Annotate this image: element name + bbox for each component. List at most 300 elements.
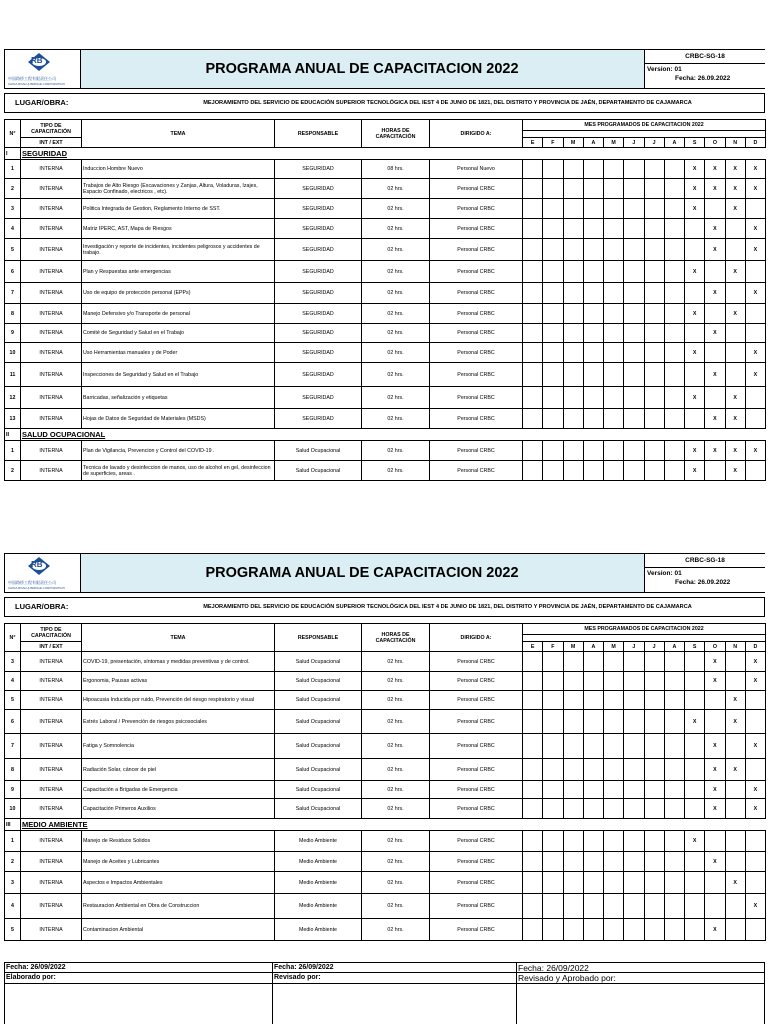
month-mark [543, 160, 563, 179]
row-tema: Aspectos e Impactos Ambientales [82, 872, 275, 894]
month-mark [604, 324, 624, 343]
month-mark [644, 894, 664, 919]
month-mark [644, 261, 664, 283]
month-mark [644, 283, 664, 304]
row-number: 5 [5, 919, 21, 941]
row-number: 5 [5, 239, 21, 261]
month-mark [604, 652, 624, 672]
row-responsable: Salud Ocupacional [275, 652, 362, 672]
month-mark [563, 831, 583, 852]
col-header-tipo: TIPO DE CAPACITACIÓN [21, 120, 82, 138]
month-mark [543, 799, 563, 819]
row-tema: Trabajos de Alto Riesgo (Excavaciones y Zanjas, Altura, Voladuras, Izajes, Espacio Confinado, electricos , etc). [82, 179, 275, 199]
month-mark [523, 461, 543, 481]
section-roman: III [5, 819, 21, 831]
row-horas: 02 hrs. [362, 919, 430, 941]
month-mark: X [725, 461, 745, 481]
month-mark [664, 672, 684, 691]
row-dirigido: Personal CRBC [430, 461, 523, 481]
row-tipo: INTERNA [21, 261, 82, 283]
row-dirigido: Personal CRBC [430, 304, 523, 324]
section-roman: II [5, 429, 21, 441]
footer-role: Revisado por: [273, 973, 516, 984]
month-header: F [543, 138, 563, 148]
month-header: M [563, 642, 583, 652]
row-tipo: INTERNA [21, 759, 82, 781]
month-mark [624, 781, 644, 799]
row-tipo: INTERNA [21, 872, 82, 894]
month-mark: X [685, 199, 705, 219]
month-mark [543, 919, 563, 941]
month-mark [664, 409, 684, 429]
month-mark [563, 672, 583, 691]
month-mark [523, 781, 543, 799]
month-mark: X [685, 160, 705, 179]
month-mark [705, 461, 725, 481]
month-mark [664, 799, 684, 819]
row-tipo: INTERNA [21, 199, 82, 219]
table-row [5, 409, 766, 429]
month-mark: X [705, 219, 725, 239]
row-tema: Manejo Defensivo y/o Transporte de personal [82, 304, 275, 324]
month-mark [583, 283, 603, 304]
col-header-horas: HORAS DE CAPACITACIÓN [362, 120, 430, 148]
section-name: SEGURIDAD [21, 148, 766, 160]
lugar-obra-row [4, 597, 765, 617]
header-bar [4, 553, 765, 593]
row-tema: Matriz IPERC, AST, Mapa de Riesgos [82, 219, 275, 239]
month-mark [583, 239, 603, 261]
month-mark [604, 363, 624, 387]
month-mark [583, 409, 603, 429]
row-tipo: INTERNA [21, 919, 82, 941]
row-tema: Contaminacion Ambiental [82, 919, 275, 941]
month-mark [685, 734, 705, 759]
row-tema: Estrés Laboral / Prevención de riesgos psicosociales [82, 710, 275, 734]
month-mark [685, 872, 705, 894]
month-mark [604, 831, 624, 852]
table-row [5, 304, 766, 324]
month-header: D [745, 642, 765, 652]
month-mark [664, 387, 684, 409]
row-tema: Plan de Vigilancia, Prevencion y Control del COVID-19 . [82, 441, 275, 461]
row-dirigido: Personal CRBC [430, 199, 523, 219]
month-mark [563, 781, 583, 799]
row-responsable: SEGURIDAD [275, 179, 362, 199]
month-mark: X [725, 261, 745, 283]
row-tema: Capacitación a Brigadas de Emergencia [82, 781, 275, 799]
row-tipo: INTERNA [21, 441, 82, 461]
month-header: M [604, 642, 624, 652]
table-row [5, 691, 766, 710]
row-dirigido: Personal Nuevo [430, 160, 523, 179]
row-dirigido: Personal CRBC [430, 343, 523, 363]
lugar-obra-value: MEJORAMIENTO DEL SERVICIO DE EDUCACIÓN SUPERIOR TECNOLÓGICA DEL IEST 4 DE JUNIO DE 1821, DEL DISTRITO Y PROVINCIA DE JAÉN, DEPARTAMENTO DE CAJAMARCA [203, 100, 692, 106]
row-number: 8 [5, 304, 21, 324]
month-mark [664, 461, 684, 481]
document-title: PROGRAMA ANUAL DE CAPACITACION 2022 [205, 565, 519, 581]
month-mark [685, 781, 705, 799]
row-dirigido: Personal CRBC [430, 219, 523, 239]
month-mark [604, 872, 624, 894]
month-mark: X [725, 409, 745, 429]
month-header: N [725, 642, 745, 652]
month-mark [644, 672, 664, 691]
row-tipo: INTERNA [21, 894, 82, 919]
document-title: PROGRAMA ANUAL DE CAPACITACION 2022 [205, 61, 519, 77]
row-number: 3 [5, 872, 21, 894]
row-dirigido: Personal CRBC [430, 710, 523, 734]
month-mark [624, 283, 644, 304]
training-table [4, 623, 766, 941]
section-name: MEDIO AMBIENTE [21, 819, 766, 831]
month-mark [523, 894, 543, 919]
document-code: CRBC-SG-18 [645, 50, 765, 64]
month-mark: X [745, 781, 765, 799]
month-mark [523, 363, 543, 387]
month-mark [583, 710, 603, 734]
month-mark [705, 691, 725, 710]
month-mark [543, 441, 563, 461]
month-mark: X [705, 734, 725, 759]
month-mark [583, 160, 603, 179]
month-header: J [624, 138, 644, 148]
month-mark [604, 304, 624, 324]
month-mark [523, 179, 543, 199]
month-mark: X [745, 239, 765, 261]
month-mark [543, 652, 563, 672]
month-mark [563, 219, 583, 239]
month-mark [624, 652, 644, 672]
month-mark [644, 710, 664, 734]
month-mark [523, 324, 543, 343]
row-responsable: Medio Ambiente [275, 852, 362, 872]
row-number: 12 [5, 387, 21, 409]
month-mark [745, 461, 765, 481]
col-header-num: N° [5, 624, 21, 652]
month-mark [583, 852, 603, 872]
month-mark [745, 691, 765, 710]
month-mark [644, 199, 664, 219]
row-dirigido: Personal CRBC [430, 734, 523, 759]
table-row [5, 343, 766, 363]
col-header-meses: MES PROGRAMADOS DE CAPACITACION 2022 [523, 624, 766, 635]
row-dirigido: Personal CRBC [430, 831, 523, 852]
document-code: CRBC-SG-18 [645, 554, 765, 568]
row-tipo: INTERNA [21, 387, 82, 409]
month-mark: X [745, 894, 765, 919]
row-tipo: INTERNA [21, 239, 82, 261]
month-mark [745, 919, 765, 941]
month-mark [725, 343, 745, 363]
month-mark: X [685, 304, 705, 324]
month-mark [685, 239, 705, 261]
month-mark [563, 387, 583, 409]
month-mark: X [745, 363, 765, 387]
month-mark [624, 691, 644, 710]
row-number: 5 [5, 691, 21, 710]
row-horas: 02 hrs. [362, 894, 430, 919]
month-mark: X [685, 710, 705, 734]
month-mark [644, 831, 664, 852]
table-row [5, 363, 766, 387]
row-dirigido: Personal CRBC [430, 387, 523, 409]
row-number: 6 [5, 710, 21, 734]
month-mark [563, 441, 583, 461]
row-number: 2 [5, 461, 21, 481]
row-dirigido: Personal CRBC [430, 239, 523, 261]
row-horas: 02 hrs. [362, 179, 430, 199]
table-row [5, 831, 766, 852]
month-mark [563, 409, 583, 429]
row-responsable: SEGURIDAD [275, 283, 362, 304]
row-tema: Hipoacusia Inducida por ruido, Prevención del riesgo respiratorio y visual [82, 691, 275, 710]
month-mark [705, 261, 725, 283]
month-mark [685, 919, 705, 941]
row-horas: 02 hrs. [362, 652, 430, 672]
logo-text: RB [31, 560, 43, 569]
month-mark: X [705, 239, 725, 261]
month-mark [644, 799, 664, 819]
row-number: 1 [5, 441, 21, 461]
row-tema: Tecnica de lavado y desinfeccion de manos, uso de alcohol en gel, desinfeccion de superficies, areas . [82, 461, 275, 481]
col-header-int-ext: INT / EXT [21, 138, 82, 148]
row-responsable: SEGURIDAD [275, 363, 362, 387]
row-responsable: SEGURIDAD [275, 387, 362, 409]
row-horas: 02 hrs. [362, 691, 430, 710]
month-mark [725, 283, 745, 304]
month-mark [664, 852, 684, 872]
row-number: 7 [5, 734, 21, 759]
month-mark [664, 441, 684, 461]
month-mark [705, 710, 725, 734]
month-mark [543, 759, 563, 781]
month-mark [583, 179, 603, 199]
month-mark [583, 831, 603, 852]
row-horas: 02 hrs. [362, 219, 430, 239]
month-mark [644, 304, 664, 324]
row-tema: Comité de Seguridad y Salud en el Trabajo [82, 324, 275, 343]
month-mark: X [685, 387, 705, 409]
month-mark [604, 919, 624, 941]
table-row [5, 283, 766, 304]
month-mark: X [745, 343, 765, 363]
row-horas: 02 hrs. [362, 343, 430, 363]
month-header: A [583, 138, 603, 148]
month-mark [583, 304, 603, 324]
row-number: 8 [5, 759, 21, 781]
month-mark [664, 759, 684, 781]
row-responsable: Salud Ocupacional [275, 441, 362, 461]
document-version: Version: 01 [647, 66, 682, 73]
row-tema: Ergonomia, Pausas activas [82, 672, 275, 691]
month-mark [664, 652, 684, 672]
month-mark [543, 324, 563, 343]
month-mark [624, 179, 644, 199]
row-tema: Capacitación Primeros Auxilios [82, 799, 275, 819]
document-date: Fecha: 26.09.2022 [675, 579, 731, 586]
month-mark [523, 919, 543, 941]
month-mark [583, 781, 603, 799]
month-mark [583, 919, 603, 941]
month-mark [745, 759, 765, 781]
month-mark: X [685, 461, 705, 481]
month-mark [523, 239, 543, 261]
month-mark [745, 872, 765, 894]
month-mark [664, 894, 684, 919]
row-responsable: Salud Ocupacional [275, 691, 362, 710]
table-row [5, 919, 766, 941]
logo-text: RB [31, 56, 43, 65]
row-number: 2 [5, 852, 21, 872]
month-mark [705, 343, 725, 363]
month-mark [583, 261, 603, 283]
row-tema: Uso Herramientas manuales y de Poder [82, 343, 275, 363]
logo-english-text: CHINA ROAD & BRIDGE CORPORATION [8, 82, 65, 86]
row-horas: 02 hrs. [362, 441, 430, 461]
month-mark [624, 363, 644, 387]
month-mark: X [705, 852, 725, 872]
month-mark: X [745, 179, 765, 199]
row-horas: 02 hrs. [362, 387, 430, 409]
month-mark [644, 872, 664, 894]
month-header: S [685, 642, 705, 652]
row-tipo: INTERNA [21, 179, 82, 199]
month-mark [685, 363, 705, 387]
row-responsable: Medio Ambiente [275, 831, 362, 852]
row-number: 6 [5, 261, 21, 283]
month-header: O [705, 138, 725, 148]
row-tipo: INTERNA [21, 710, 82, 734]
month-mark [685, 799, 705, 819]
month-mark [583, 387, 603, 409]
row-horas: 02 hrs. [362, 734, 430, 759]
month-mark [583, 461, 603, 481]
month-mark [644, 691, 664, 710]
month-mark [583, 363, 603, 387]
month-mark [543, 409, 563, 429]
month-mark [604, 781, 624, 799]
month-mark [583, 672, 603, 691]
month-mark [644, 441, 664, 461]
row-tema: Manejo de Residuos Solidos [82, 831, 275, 852]
month-mark [664, 872, 684, 894]
row-tipo: INTERNA [21, 672, 82, 691]
month-mark [644, 160, 664, 179]
month-mark [563, 363, 583, 387]
month-mark [624, 831, 644, 852]
row-tipo: INTERNA [21, 461, 82, 481]
month-mark [705, 872, 725, 894]
month-mark [685, 652, 705, 672]
month-mark [543, 199, 563, 219]
row-horas: 02 hrs. [362, 261, 430, 283]
month-mark [664, 691, 684, 710]
row-responsable: Salud Ocupacional [275, 672, 362, 691]
month-header: A [664, 138, 684, 148]
row-tema: Politica Integrada de Gestion, Reglamento Interno de SST. [82, 199, 275, 219]
month-mark [543, 239, 563, 261]
table-header-row [5, 120, 766, 131]
month-mark [725, 919, 745, 941]
month-mark [745, 324, 765, 343]
month-mark [604, 387, 624, 409]
row-tema: COVID-19, presentación, síntomas y medidas preventivas y de control. [82, 652, 275, 672]
col-header-num: N° [5, 120, 21, 148]
month-mark [523, 734, 543, 759]
month-header: O [705, 642, 725, 652]
row-responsable: SEGURIDAD [275, 324, 362, 343]
month-mark [624, 199, 644, 219]
row-tipo: INTERNA [21, 409, 82, 429]
month-mark [664, 199, 684, 219]
month-mark [543, 734, 563, 759]
month-mark [705, 387, 725, 409]
section-header-row [5, 148, 766, 160]
row-tipo: INTERNA [21, 831, 82, 852]
row-tipo: INTERNA [21, 781, 82, 799]
month-mark [725, 239, 745, 261]
lugar-obra-label: LUGAR/OBRA: [15, 98, 69, 107]
month-mark [685, 894, 705, 919]
row-responsable: SEGURIDAD [275, 239, 362, 261]
month-mark [725, 363, 745, 387]
row-dirigido: Personal CRBC [430, 872, 523, 894]
month-mark [543, 710, 563, 734]
row-horas: 02 hrs. [362, 872, 430, 894]
month-mark [664, 261, 684, 283]
month-mark: X [725, 691, 745, 710]
footer-role: Revisado y Aprobado por: [517, 973, 764, 984]
row-dirigido: Personal CRBC [430, 781, 523, 799]
month-mark [583, 343, 603, 363]
table-row [5, 199, 766, 219]
month-mark [624, 919, 644, 941]
month-mark [745, 304, 765, 324]
table-row [5, 219, 766, 239]
month-mark [543, 387, 563, 409]
month-mark [583, 691, 603, 710]
month-mark [624, 872, 644, 894]
month-mark [523, 710, 543, 734]
month-mark [604, 179, 624, 199]
month-mark [523, 441, 543, 461]
table-row [5, 461, 766, 481]
training-table [4, 119, 766, 481]
month-mark: X [685, 261, 705, 283]
month-mark [543, 363, 563, 387]
table-row [5, 799, 766, 819]
month-mark [685, 852, 705, 872]
row-horas: 02 hrs. [362, 759, 430, 781]
month-mark [624, 387, 644, 409]
month-mark: X [725, 441, 745, 461]
month-mark [543, 831, 563, 852]
month-mark [543, 343, 563, 363]
month-header: J [644, 138, 664, 148]
row-horas: 02 hrs. [362, 781, 430, 799]
month-mark: X [705, 363, 725, 387]
table-row [5, 324, 766, 343]
month-mark [644, 343, 664, 363]
month-mark [583, 199, 603, 219]
month-mark [725, 852, 745, 872]
month-mark: X [745, 672, 765, 691]
month-mark [664, 219, 684, 239]
month-mark [523, 199, 543, 219]
month-mark [523, 387, 543, 409]
col-header-dirigido: DIRIGIDO A: [430, 120, 523, 148]
